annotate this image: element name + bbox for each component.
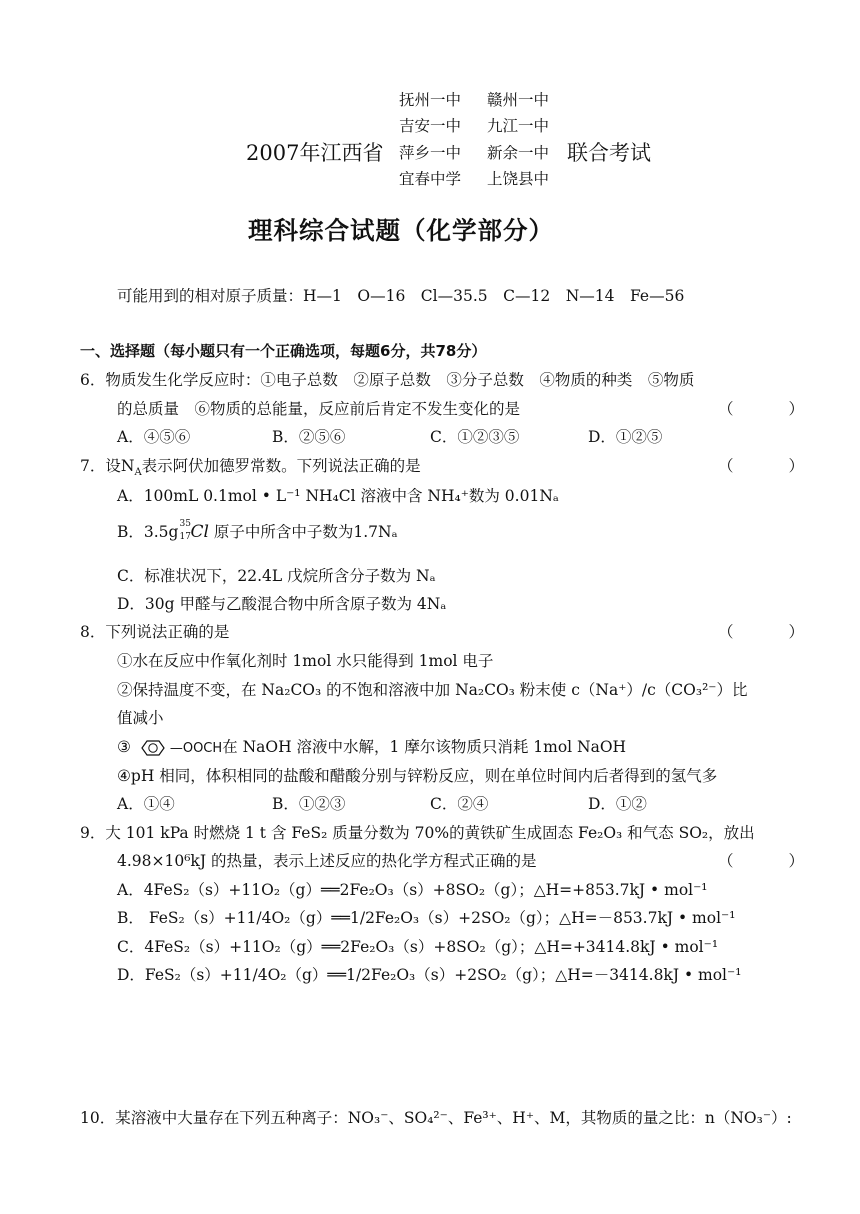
option-d: D．①②⑤ xyxy=(588,428,663,446)
option-b: B．①②③ xyxy=(272,795,346,813)
exam-suffix: 联合考试 xyxy=(567,141,651,165)
school-name: 九江一中 xyxy=(487,117,550,135)
question-10-line: 10．某溶液中大量存在下列五种离子：NO₃⁻、SO₄²⁻、Fe³⁺、H⁺、M，其物质的量之比：n（NO₃⁻）: xyxy=(80,1109,792,1127)
option-a: A．100mL 0.1mol • L⁻¹ NH₄Cl 溶液中含 NH₄⁺数为 0.01Nₐ xyxy=(117,487,559,505)
statement-2-cont: 值减小 xyxy=(117,709,164,727)
statement-2: ②保持温度不变，在 Na₂CO₃ 的不饱和溶液中加 Na₂CO₃ 粉末使 c（Na⁺）/c（CO₃²⁻）比 xyxy=(117,681,748,699)
option-b: B． FeS₂（s）+11/4O₂（g）══1/2Fe₂O₃（s）+2SO₂（g）；△H=－853.7kJ • mol⁻¹ xyxy=(117,909,736,927)
ester-group: —OOCH xyxy=(169,741,223,756)
statement-1: ①水在反应中作氧化剂时 1mol 水只能得到 1mol 电子 xyxy=(117,652,494,670)
question-6-line: 6．物质发生化学反应时：①电子总数 ②原子总数 ③分子总数 ④物质的种类 ⑤物质 xyxy=(80,371,695,389)
statement-3: ③ —OOCH在 NaOH 溶液中水解，1 摩尔该物质只消耗 1mol NaOH xyxy=(117,738,627,756)
answer-blank: （ ） xyxy=(718,400,813,418)
option-a: A．4FeS₂（s）+11O₂（g）══2Fe₂O₃（s）+8SO₂（g）；△H=+853.7kJ • mol⁻¹ xyxy=(117,881,708,899)
option-c: C．标准状况下，22.4L 戊烷所含分子数为 Nₐ xyxy=(117,567,436,585)
option-b: B．3.5g 35 17 Cl 原子中所含中子数为1.7Nₐ xyxy=(117,519,398,542)
option-d: D．FeS₂（s）+11/4O₂（g）══1/2Fe₂O₃（s）+2SO₂（g）；△H=－3414.8kJ • mol⁻¹ xyxy=(117,966,742,984)
school-name: 新余一中 xyxy=(487,144,550,162)
school-name: 萍乡一中 xyxy=(399,144,462,162)
question-7-stem: 7．设$N_A$表示阿伏加德罗常数。下列说法正确的是 xyxy=(80,457,421,479)
option-d: D．30g 甲醛与乙酸混合物中所含原子数为 4Nₐ xyxy=(117,595,447,613)
school-name: 上饶县中 xyxy=(487,170,550,188)
question-6-line: 的总质量 ⑥物质的总能量，反应前后肯定不发生变化的是 xyxy=(117,400,521,418)
option-c: C．4FeS₂（s）+11O₂（g）══2Fe₂O₃（s）+8SO₂（g）；△H=+3414.8kJ • mol⁻¹ xyxy=(117,938,719,956)
school-name: 宜春中学 xyxy=(399,170,462,188)
option-c: C．①②③⑤ xyxy=(430,428,520,446)
page-title: 理科综合试题（化学部分） xyxy=(248,216,554,245)
answer-blank: （ ） xyxy=(718,457,813,475)
question-8-stem: 8．下列说法正确的是 xyxy=(80,623,230,641)
question-9-line: 9．大 101 kPa 时燃烧 1 t 含 FeS₂ 质量分数为 70%的黄铁矿生成固态 Fe₂O₃ 和气态 SO₂，放出 xyxy=(80,824,755,842)
exam-prefix: 2007年江西省 xyxy=(246,141,384,165)
school-name: 吉安一中 xyxy=(399,117,462,135)
school-name: 抚州一中 xyxy=(399,91,462,109)
option-b: B．②⑤⑥ xyxy=(272,428,346,446)
answer-blank: （ ） xyxy=(718,623,813,641)
option-a: A．④⑤⑥ xyxy=(117,428,191,446)
isotope-notation: 35 17 xyxy=(179,519,191,542)
option-d: D．①② xyxy=(588,795,647,813)
question-9-line: 4.98×10⁶kJ 的热量，表示上述反应的热化学方程式正确的是 xyxy=(117,852,537,870)
section-heading: 一、选择题（每小题只有一个正确选项，每题6分，共78分） xyxy=(80,342,487,360)
option-a: A．①④ xyxy=(117,795,175,813)
school-name: 赣州一中 xyxy=(487,91,550,109)
benzene-ring-icon xyxy=(136,739,170,757)
statement-4: ④pH 相同，体积相同的盐酸和醋酸分别与锌粉反应，则在单位时间内后者得到的氢气多 xyxy=(117,767,718,785)
option-c: C．②④ xyxy=(430,795,489,813)
answer-blank: （ ） xyxy=(718,852,813,870)
atomic-masses: 可能用到的相对原子质量：H—1 O—16 Cl—35.5 C—12 N—14 Fe—56 xyxy=(117,287,685,305)
